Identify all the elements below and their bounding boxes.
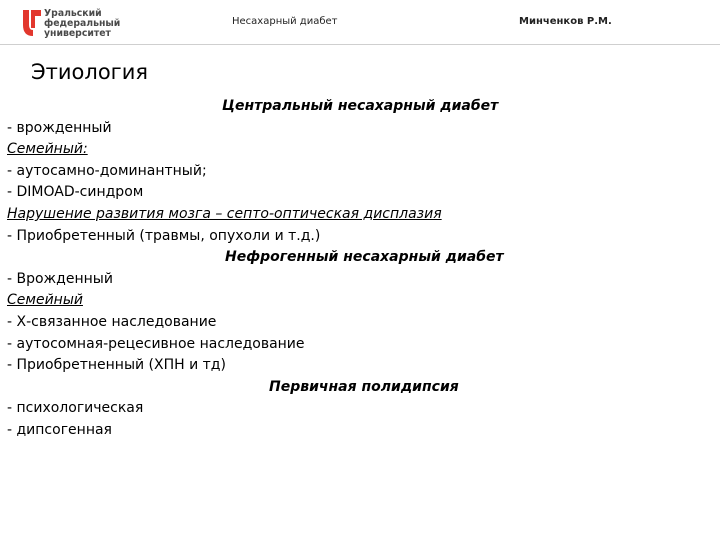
list-item: Нарушение развития мозга – септо-оптическая дисплазия bbox=[7, 205, 442, 222]
list-item: - Х-связанное наследование bbox=[7, 313, 217, 330]
header-author: Минченков Р.М. bbox=[519, 16, 612, 27]
section-heading-polydipsia: Первичная полидипсия bbox=[269, 378, 459, 395]
list-item: - аутосамно-доминантный; bbox=[7, 162, 207, 179]
logo-line: Уральский bbox=[44, 8, 102, 19]
list-item: - Приобретенный (травмы, опухоли и т.д.) bbox=[7, 227, 321, 244]
university-name bbox=[44, 9, 120, 39]
list-item: Семейный: bbox=[7, 141, 88, 158]
logo-line: университет bbox=[44, 28, 111, 39]
slide-content bbox=[7, 96, 707, 442]
section-heading-nephrogenic: Нефрогенный несахарный диабет bbox=[225, 249, 504, 266]
list-item: - Приобретненный (ХПН и тд) bbox=[7, 357, 226, 374]
list-item: - психологическая bbox=[7, 400, 144, 417]
section-heading-central: Центральный несахарный диабет bbox=[222, 98, 499, 114]
header-divider bbox=[0, 44, 720, 45]
list-item: - аутосомная-рецесивное наследование bbox=[7, 335, 305, 352]
list-item: - DIMOAD-синдром bbox=[7, 184, 144, 201]
list-item: - врожденный bbox=[7, 119, 112, 136]
logo-line: федеральный bbox=[44, 18, 121, 29]
page-title: Этиология bbox=[31, 60, 148, 84]
university-logo-icon bbox=[22, 8, 42, 38]
header-topic: Несахарный диабет bbox=[232, 16, 338, 27]
list-item: - дипсогенная bbox=[7, 421, 112, 438]
university-logo bbox=[22, 8, 122, 42]
list-item: - Врожденный bbox=[7, 270, 113, 287]
list-item: Семейный bbox=[7, 292, 83, 309]
